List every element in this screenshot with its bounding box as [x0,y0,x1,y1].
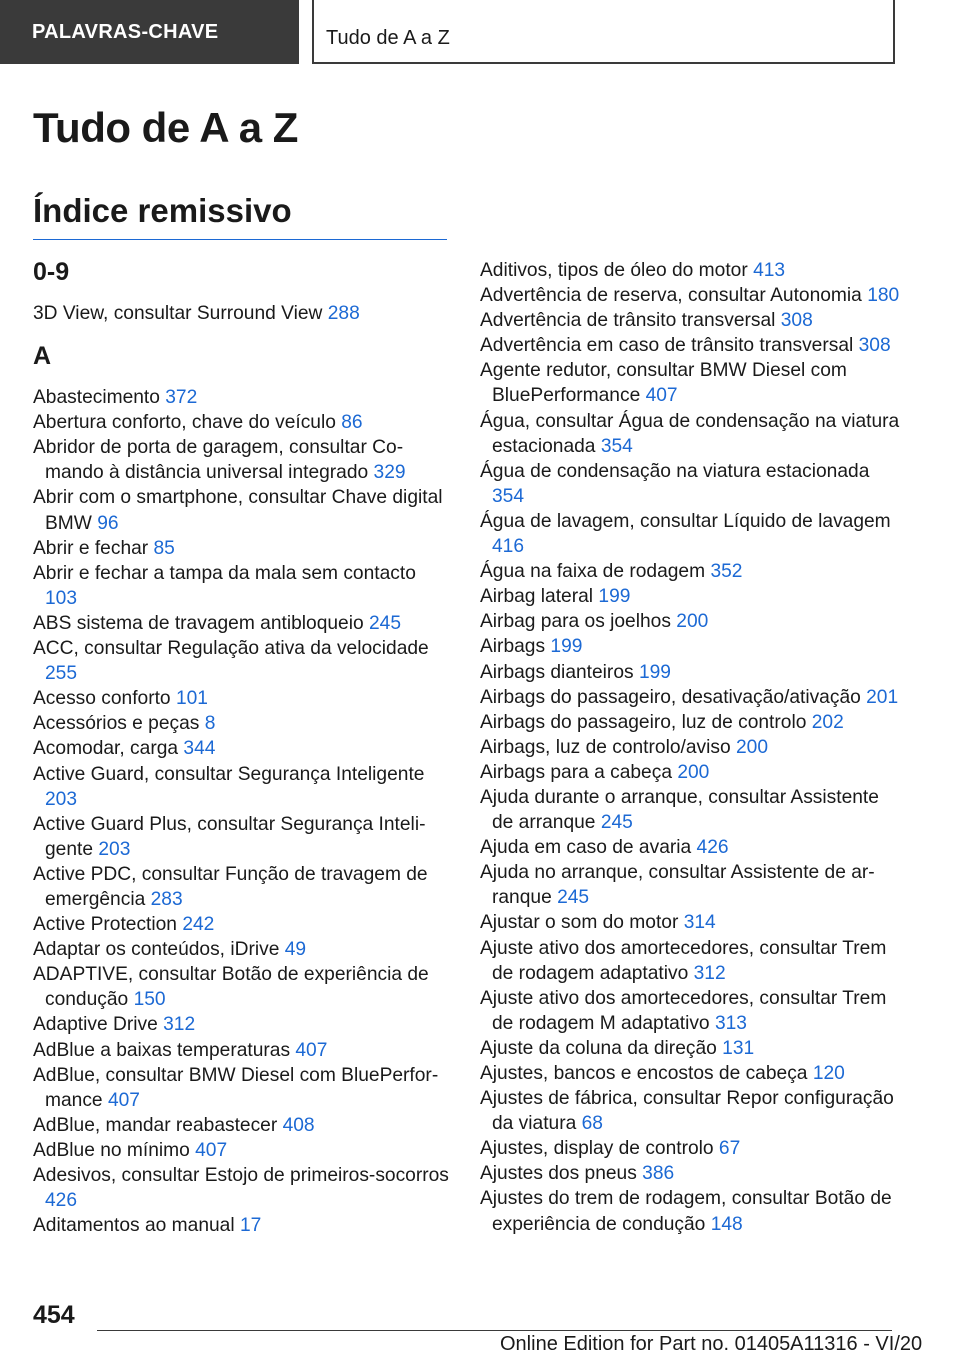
index-entry [480,584,900,609]
index-entry-page-link[interactable]: 314 [683,912,716,934]
index-section-heading: 0-9 [33,258,70,286]
index-entry [33,1012,453,1037]
index-entry-text: 3D View, consultar Surround View [33,303,323,324]
index-entry [480,283,900,308]
index-entry [480,710,900,735]
index-entry [480,559,900,584]
index-entry-text: Adaptar os conteúdos, iDrive [33,939,280,961]
index-entry-text: Airbags do passageiro, desativação/ativação [480,686,861,708]
index-entry-text: Ajustes, bancos e encostos de cabeça [480,1063,808,1084]
index-entry [33,485,453,535]
index-entry-text: Ajuda em caso de avaria [480,837,692,859]
index-entry [480,634,900,659]
index-entry-page-link[interactable]: 407 [645,385,678,407]
index-entry-page-link[interactable]: 312 [163,1014,196,1036]
index-entry-text: Ajuste da coluna da direção [480,1037,717,1059]
index-entry [480,986,900,1036]
index-entry [480,735,900,760]
index-entry [480,1136,900,1161]
index-entry [33,1138,453,1163]
index-entry-page-link[interactable]: 283 [150,888,183,910]
index-entry-text: Airbags para a cabeça [480,761,672,783]
index-entry [33,410,453,435]
index-entry-page-link[interactable]: 67 [718,1138,741,1160]
index-section-heading: A [33,342,52,371]
index-entry-text: ACC, consultar Regulação ativa da velocidade [33,638,429,660]
index-entry-page-link[interactable]: 202 [811,711,844,733]
index-entry-text: AdBlue, consultar BMW Diesel com BluePerformance [33,1064,439,1111]
index-entry [480,409,900,459]
index-entry-page-link[interactable]: 352 [710,561,743,583]
index-entry-text: Ajuste ativo dos amortecedores, consultar Trem de rodagem M adaptativo [480,987,887,1034]
index-entry-text: Advertência de trânsito transversal [480,310,776,332]
index-entry-text: Active Guard, consultar Segurança Inteligente [33,763,425,785]
index-entry-page-link[interactable]: 8 [204,713,216,735]
index-entry-page-link[interactable]: 101 [175,688,208,710]
index-entry-text: Ajuste ativo dos amortecedores, consultar Trem de rodagem adaptativo [480,937,887,984]
index-entry-page-link[interactable]: 199 [550,636,583,658]
index-entry-page-link[interactable]: 17 [239,1215,262,1237]
index-entry-text: Aditivos, tipos de óleo do motor [480,260,748,281]
index-entry-page-link[interactable]: 288 [327,303,360,324]
index-entry [33,711,453,736]
index-entry-text: AdBlue no mínimo [33,1139,190,1161]
index-entry-page-link[interactable]: 313 [714,1012,747,1034]
index-entry-text: Ajustes dos pneus [480,1163,637,1185]
index-entry-page-link[interactable]: 413 [753,260,786,281]
index-entry-text: Airbag lateral [480,586,594,608]
index-entry-page-link[interactable]: 245 [600,812,633,834]
index-entry-page-link[interactable]: 386 [642,1163,675,1185]
index-entry [33,435,453,485]
index-entry-text: Acomodar, carga [33,738,179,760]
index-right-column [480,258,900,1237]
index-entry [33,762,453,812]
index-entry-text: Airbag para os joelhos [480,611,671,633]
index-entry [33,1038,453,1063]
index-entry [480,760,900,785]
index-entry-page-link[interactable]: 308 [780,310,813,332]
index-entry [33,862,453,912]
index-entry-text: Airbags do passageiro, luz de controlo [480,711,807,733]
index-entry-text: Advertência em caso de trânsito transversal [480,335,854,357]
index-left-column [33,258,453,1238]
index-entry [480,1186,900,1236]
index-entry-page-link[interactable]: 354 [492,485,525,507]
footer-rule [97,1330,892,1331]
index-entry [33,1113,453,1138]
index-entry [480,936,900,986]
index-entry-page-link[interactable]: 312 [693,962,726,984]
index-entry [33,1163,453,1213]
index-entry-text: Airbags dianteiros [480,661,634,683]
index-entry-text: Abrir e fechar [33,537,149,559]
index-entry [33,611,453,636]
index-entry-text: Abastecimento [33,387,160,409]
index-entry-text: Ajustes de fábrica, consultar Repor configuração da viatura [480,1088,894,1135]
index-entry-text: Active PDC, consultar Função de travagem de emergência [33,863,428,910]
header-chapter-label: Tudo de A a Z [326,27,450,49]
index-entry-text: ABS sistema de travagem antibloqueio [33,612,364,634]
index-entry-page-link[interactable]: 199 [638,661,671,683]
index-entry-page-link[interactable]: 242 [182,914,215,936]
header-chapter-box [312,0,895,64]
index-entry-text: Airbags [480,636,546,658]
index-entry-page-link[interactable]: 426 [45,1190,78,1212]
index-entry-page-link[interactable]: 245 [368,612,401,634]
index-entry-page-link[interactable]: 201 [866,686,899,708]
index-entry [33,636,453,686]
index-entry-page-link[interactable]: 180 [867,285,900,307]
index-entry [33,1213,453,1238]
index-entry-text: Active Guard Plus, consultar Segurança Inteligente [33,813,426,860]
index-entry-text: Adesivos, consultar Estojo de primeiros-socorros [33,1165,449,1186]
index-entry [480,459,900,509]
index-entry [33,962,453,1012]
index-entry-page-link[interactable]: 203 [98,838,131,860]
index-entry-page-link[interactable]: 85 [153,537,175,559]
index-entry [33,736,453,761]
header-section-label: PALAVRAS-CHAVE [32,20,219,43]
page-title: Tudo de A a Z [33,104,298,151]
index-entry-page-link[interactable]: 255 [45,663,78,685]
index-entry [33,561,453,611]
index-entry-text: Ajuda no arranque, consultar Assistente de arranque [480,862,875,909]
index-entry [33,812,453,862]
footer-edition-text: Online Edition for Part no. 01405A11316 - VI/20 [500,1333,923,1355]
index-entry [480,609,900,634]
index-entry-page-link[interactable]: 329 [373,462,406,484]
index-entry [33,536,453,561]
index-entry [480,685,900,710]
index-entry-page-link[interactable]: 120 [812,1063,845,1084]
index-entry-text: Acessórios e peças [33,713,200,735]
header-section-tab [0,0,299,64]
index-entry-page-link[interactable]: 203 [45,788,78,810]
page-number: 454 [33,1301,75,1329]
index-entry-page-link[interactable]: 354 [600,435,633,457]
index-entry [480,785,900,835]
index-entry-page-link[interactable]: 49 [284,939,307,961]
index-entry-text: Ajustar o som do motor [480,912,679,934]
index-entry-page-link[interactable]: 86 [341,412,363,434]
index-entry-page-link[interactable]: 416 [492,536,525,558]
index-entry [480,660,900,685]
index-entry [480,333,900,358]
index-entry-text: Adaptive Drive [33,1014,158,1036]
index-entry-text: Advertência de reserva, consultar Autonomia [480,285,862,307]
index-entry-text: ADAPTIVE, consultar Botão de experiência de condução [33,964,429,1011]
index-entry [480,358,900,408]
index-entry [33,1063,453,1113]
index-entry-page-link[interactable]: 199 [598,586,631,608]
index-entry [33,385,453,410]
index-entry-page-link[interactable]: 372 [165,387,198,409]
index-entry [33,937,453,962]
index-entry-page-link[interactable]: 103 [45,587,78,609]
index-entry-text: Ajustes do trem de rodagem, consultar Botão de experiência de condução [480,1188,892,1235]
index-entry-page-link[interactable]: 344 [183,738,216,760]
index-entry-page-link[interactable]: 407 [107,1089,140,1111]
index-entry-page-link[interactable]: 131 [722,1037,755,1059]
index-entry [480,910,900,935]
index-entry-text: AdBlue, mandar reabastecer [33,1114,278,1136]
index-entry [480,1086,900,1136]
index-entry-text: Abertura conforto, chave do veículo [33,412,336,434]
index-entry-text: Abrir e fechar a tampa da mala sem contacto [33,562,416,584]
index-entry [33,301,453,326]
index-entry-page-link[interactable]: 68 [581,1113,603,1135]
index-entry-text: Abridor de porta de garagem, consultar Comando à distância universal integrado [33,437,404,484]
index-entry-page-link[interactable]: 407 [195,1139,228,1161]
index-entry-text: Água de condensação na viatura estacionada [480,460,870,482]
title-rule [33,239,447,240]
index-entry-text: Água de lavagem, consultar Líquido de lavagem [480,510,891,532]
index-entry-text: Aditamentos ao manual [33,1215,235,1237]
index-entry-text: Água, consultar Água de condensação na viatura estacionada [480,410,900,457]
index-entry-page-link[interactable]: 200 [735,736,768,758]
index-entry-page-link[interactable]: 245 [557,887,590,909]
index-entry-text: Agente redutor, consultar BMW Diesel com BluePerformance [480,360,847,407]
index-entry [33,686,453,711]
index-entry [480,860,900,910]
index-entry [480,258,900,283]
index-entry-page-link[interactable]: 200 [677,761,710,783]
index-entry-text: Active Protection [33,914,177,936]
index-entry-text: Ajustes, display de controlo [480,1138,714,1160]
index-entry-text: Acesso conforto [33,688,171,710]
index-entry-page-link[interactable]: 408 [282,1114,315,1136]
index-entry-page-link[interactable]: 426 [696,837,729,859]
index-entry-page-link[interactable]: 407 [295,1039,328,1061]
index-entry [480,835,900,860]
index-entry-text: AdBlue a baixas temperaturas [33,1039,291,1061]
index-entry-page-link[interactable]: 96 [97,512,119,534]
index-entry [33,912,453,937]
index-entry-text: Airbags, luz de controlo/aviso [480,736,731,758]
index-entry-page-link[interactable]: 150 [133,989,166,1011]
index-entry [480,308,900,333]
index-entry-text: Ajuda durante o arranque, consultar Assistente de arranque [480,786,879,834]
index-entry-page-link[interactable]: 200 [676,611,709,633]
index-entry-text: Água na faixa de rodagem [480,561,706,583]
index-entry-page-link[interactable]: 148 [710,1213,743,1235]
index-entry [480,1036,900,1061]
index-entry [480,1061,900,1086]
index-title: Índice remissivo [33,192,292,229]
index-entry [480,1161,900,1186]
index-entry [480,509,900,559]
index-entry-page-link[interactable]: 308 [858,335,891,357]
index-entry-text: Abrir com o smartphone, consultar Chave digital BMW [33,487,443,534]
